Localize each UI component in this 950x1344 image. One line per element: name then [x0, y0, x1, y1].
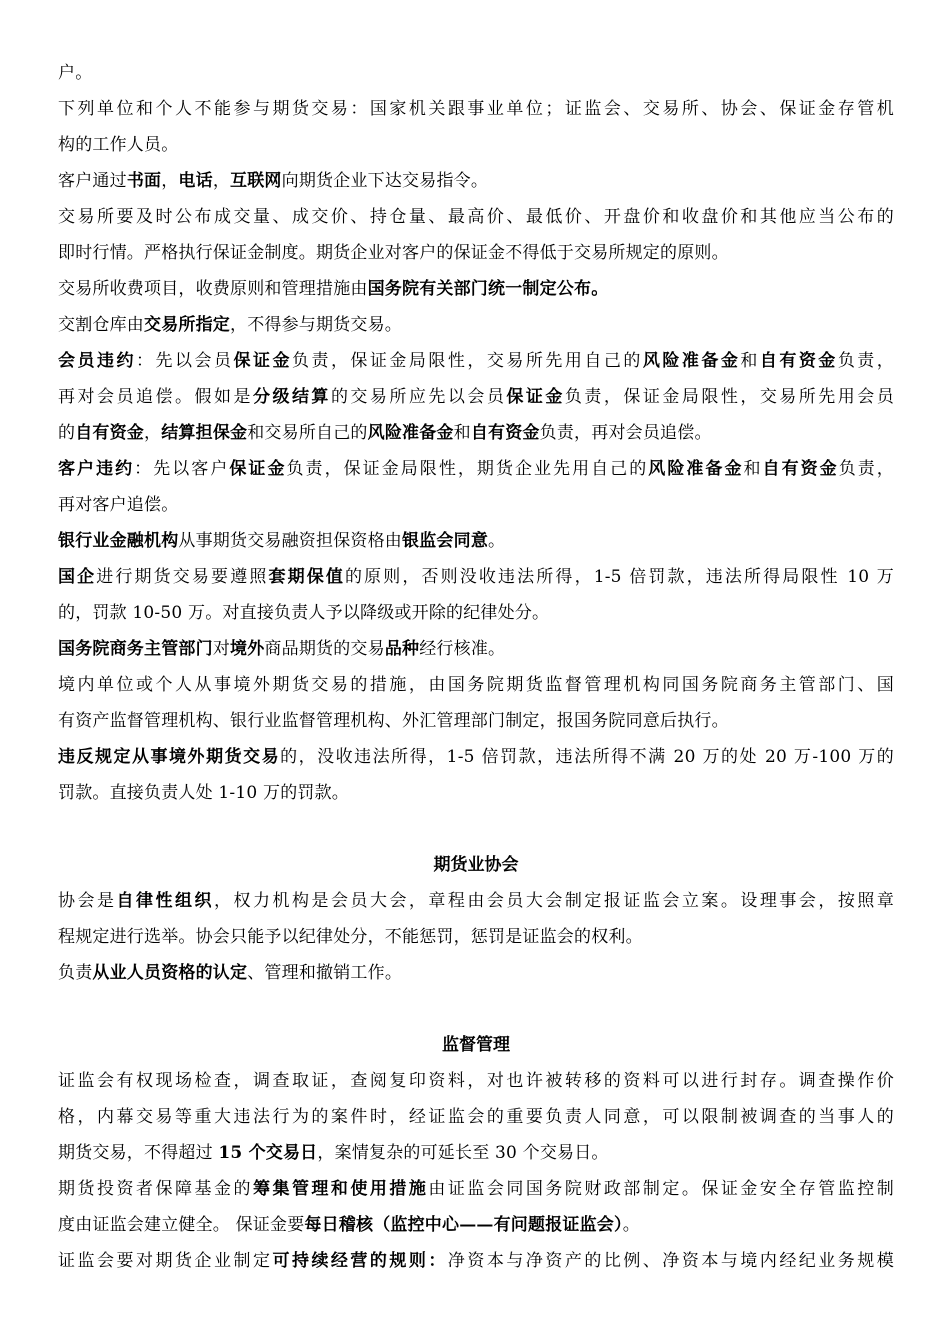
text-run: ，	[212, 171, 231, 191]
bold-text: 每日稽核（监控中心——有问题报证监会）	[304, 1215, 623, 1235]
bold-text: 套期保值	[268, 567, 345, 587]
bold-text: 国企	[58, 567, 97, 587]
spacer	[58, 811, 894, 847]
bold-text: 可持续经营的规则：	[272, 1251, 448, 1271]
text-run: 负责，	[837, 351, 894, 371]
text-line	[58, 955, 894, 991]
bold-text: 银监会同意	[402, 531, 489, 551]
text-line	[58, 703, 894, 739]
text-run: 的，罚款 10-50 万。对直接负责人予以降级或开除的纪律处分。	[58, 603, 550, 623]
section-heading-futures-association: 期货业协会	[433, 855, 519, 875]
text-run: 即时行情。严格执行保证金制度。期货企业对客户的保证金不得低于交易所规定的原则。	[58, 243, 729, 263]
text-run: 负责，	[838, 459, 894, 479]
text-line	[58, 739, 894, 775]
text-run: ，	[161, 171, 179, 191]
text-run: 从事期货交易融资担保资格由	[178, 531, 403, 551]
text-run: 罚款。直接负责人处 1-10 万的罚款。	[58, 783, 349, 803]
text-run: ，案情复杂的可延长至 30 个交易日。	[317, 1143, 609, 1163]
text-line	[58, 379, 894, 415]
text-run: 和	[740, 351, 760, 371]
text-run: 再对会员追偿。假如是	[58, 387, 253, 407]
text-run: 的交易所应先以会员	[330, 387, 507, 407]
text-line	[58, 595, 894, 631]
bold-text: 筹集管理和使用措施	[252, 1179, 429, 1199]
text-run: 。	[488, 531, 506, 551]
bold-text: 书面	[126, 171, 162, 191]
text-run: 期货交易，不得超过	[58, 1143, 219, 1163]
text-run: 和	[743, 459, 763, 479]
text-run: 的，没收违法所得，1-5 倍罚款，违法所得不满 20 万的处 20 万-100 万的	[280, 747, 894, 767]
text-run: 度由证监会建立健全。 保证金要	[58, 1215, 305, 1235]
bold-text: 保证金	[229, 459, 287, 479]
text-line	[58, 1135, 894, 1171]
text-run: ：先以会员	[135, 351, 234, 371]
bold-text: 自律性组织	[116, 891, 214, 911]
text-run: ，不得参与期货交易。	[230, 315, 402, 335]
bold-text: 15 个交易日	[218, 1143, 318, 1163]
bold-text: 国务院商务主管部门	[58, 639, 213, 659]
text-line	[58, 487, 894, 523]
text-line	[58, 919, 894, 955]
bold-text: 自有资金	[759, 351, 838, 371]
text-run: 。	[622, 1215, 640, 1235]
futures-association-text-block	[58, 883, 894, 991]
text-run: ，权力机构是会员大会，章程由会员大会制定报证监会立案。设理事会，按照章	[213, 891, 894, 911]
bold-text: 境外	[230, 639, 265, 659]
text-line	[58, 343, 894, 379]
text-line	[58, 1099, 894, 1135]
text-run: ，	[144, 423, 162, 443]
text-line	[58, 127, 894, 163]
text-line	[58, 523, 894, 559]
text-run: 由证监会同国务院财政部制定。保证金安全存管监控制	[428, 1179, 894, 1199]
supervision-text-block	[58, 1063, 894, 1279]
text-run: 交易所收费项目，收费原则和管理措施由	[58, 279, 368, 299]
text-line	[58, 307, 894, 343]
bold-text: 分级结算	[252, 387, 331, 407]
text-run: 期货投资者保障基金的	[58, 1179, 253, 1199]
text-line	[58, 667, 894, 703]
text-line	[58, 883, 894, 919]
text-run: 客户通过	[58, 171, 127, 191]
text-run: 下列单位和个人不能参与期货交易：国家机关跟事业单位；证监会、交易所、协会、保证金存管机	[58, 99, 894, 119]
text-run: 程规定进行选举。协会只能予以纪律处分，不能惩罚，惩罚是证监会的权利。	[58, 927, 643, 947]
bold-text: 风险准备金	[648, 459, 744, 479]
bold-text: 银行业金融机构	[58, 531, 179, 551]
spacer	[58, 991, 894, 1027]
bold-text: 结算担保金	[161, 423, 248, 443]
text-line	[58, 1063, 894, 1099]
text-run: 的	[58, 423, 76, 443]
text-line	[58, 775, 894, 811]
bold-text: 会员违约	[58, 351, 136, 371]
main-text-block	[58, 55, 894, 811]
text-line	[58, 55, 894, 91]
bold-text: 从业人员资格的认定	[92, 963, 248, 983]
text-run: 负责，保证金局限性，期货企业先用自己的	[286, 459, 649, 479]
text-line	[58, 1207, 894, 1243]
text-run: 负责，再对会员追偿。	[539, 423, 712, 443]
text-run: 负责	[58, 963, 93, 983]
text-run: 交割仓库由	[58, 315, 144, 335]
text-run: 经行核准。	[419, 639, 506, 659]
bold-text: 风险准备金	[367, 423, 454, 443]
text-run: 对	[212, 639, 231, 659]
text-line	[58, 1171, 894, 1207]
bold-text: 保证金	[233, 351, 292, 371]
text-run: 净资本与净资产的比例、净资本与境内经纪业务规模	[447, 1251, 894, 1271]
text-run: 构的工作人员。	[58, 135, 179, 155]
text-run: 、管理和撤销工作。	[247, 963, 403, 983]
text-line	[58, 91, 894, 127]
text-line	[58, 451, 894, 487]
text-run: 证监会有权现场检查，调查取证，查阅复印资料，对也许被转移的资料可以进行封存。调查操作价	[58, 1071, 894, 1091]
text-run: 负责，保证金局限性，交易所先用会员	[564, 387, 894, 407]
text-run: 格，内幕交易等重大违法行为的案件时，经证监会的重要负责人同意，可以限制被调查的当事人的	[58, 1107, 894, 1127]
section-heading-supervision: 监督管理	[442, 1035, 510, 1055]
text-run: ：先以客户	[134, 459, 230, 479]
text-run: 再对客户追偿。	[58, 495, 179, 515]
document-page	[58, 55, 894, 1279]
bold-text: 电话	[178, 171, 213, 191]
text-run: 的原则，否则没收违法所得，1-5 倍罚款，违法所得局限性 10 万	[344, 567, 894, 587]
text-line	[58, 235, 894, 271]
text-run: 交易所要及时公布成交量、成交价、持仓量、最高价、最低价、开盘价和收盘价和其他应当公布的	[58, 207, 894, 227]
text-run: 户。	[58, 63, 93, 83]
text-line	[58, 415, 894, 451]
bold-text: 交易所指定	[144, 315, 230, 335]
bold-text: 国务院有关部门统一制定公布。	[367, 279, 609, 299]
text-run: 协会是	[58, 891, 117, 911]
text-run: 负责，保证金局限性，交易所先用自己的	[291, 351, 643, 371]
text-line	[58, 199, 894, 235]
bold-text: 互联网	[230, 171, 282, 191]
bold-text: 品种	[384, 639, 420, 659]
text-line	[58, 631, 894, 667]
text-run: 有资产监督管理机构、银行业监督管理机构、外汇管理部门制定，报国务院同意后执行。	[58, 711, 729, 731]
bold-text: 自有资金	[762, 459, 839, 479]
text-run: 进行期货交易要遵照	[96, 567, 269, 587]
text-line	[58, 1243, 894, 1279]
bold-text: 保证金	[506, 387, 565, 407]
bold-text: 自有资金	[75, 423, 145, 443]
bold-text: 自有资金	[470, 423, 540, 443]
text-run: 和交易所自己的	[247, 423, 368, 443]
text-line	[58, 271, 894, 307]
text-run: 证监会要对期货企业制定	[58, 1251, 273, 1271]
bold-text: 违反规定从事境外期货交易	[58, 747, 281, 767]
text-run: 商品期货的交易	[264, 639, 385, 659]
bold-text: 客户违约	[58, 459, 135, 479]
text-line	[58, 163, 894, 199]
text-run: 和	[453, 423, 471, 443]
bold-text: 风险准备金	[642, 351, 741, 371]
text-run: 向期货企业下达交易指令。	[281, 171, 489, 191]
text-line	[58, 559, 894, 595]
text-run: 境内单位或个人从事境外期货交易的措施，由国务院期货监督管理机构同国务院商务主管部门、国	[58, 675, 894, 695]
